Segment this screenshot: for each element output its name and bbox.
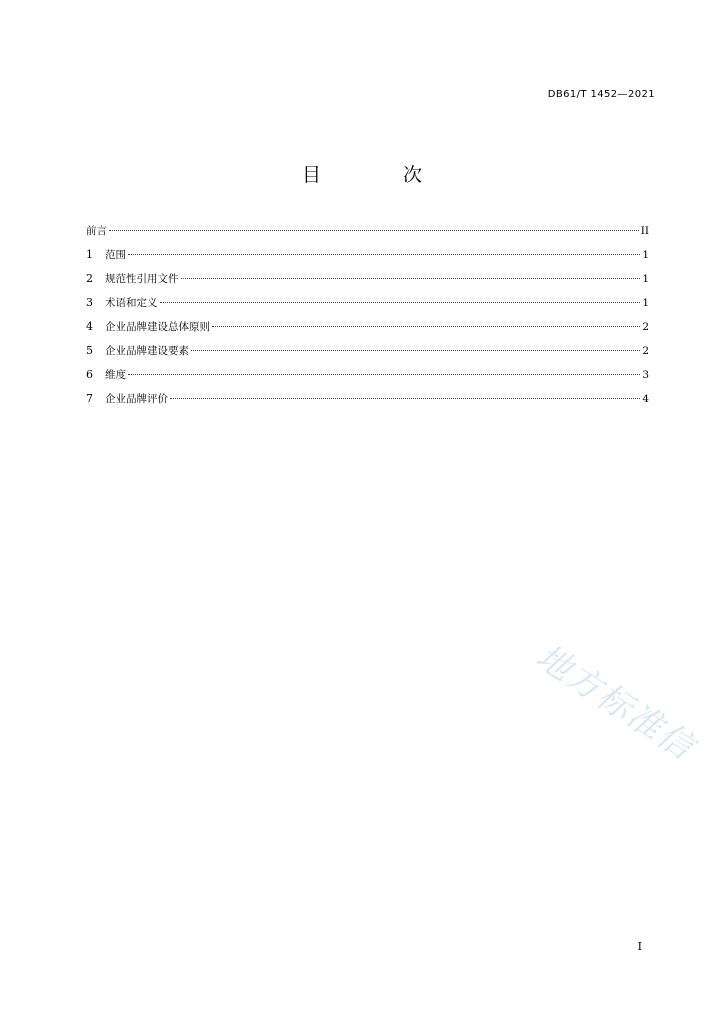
- toc-entry-page: 1: [642, 273, 649, 285]
- toc-entry-4[interactable]: [86, 315, 649, 339]
- toc-entry-label: 前言: [86, 225, 107, 237]
- toc-entry-5[interactable]: [86, 339, 649, 363]
- toc-entry-label: 维度: [105, 369, 126, 381]
- toc-entry-page: II: [640, 225, 649, 237]
- standard-code: DB61/T 1452—2021: [547, 89, 655, 100]
- toc-entry-3[interactable]: [86, 291, 649, 315]
- toc-dot-leader: [109, 230, 639, 231]
- toc-dot-leader: [128, 254, 640, 255]
- page-number: I: [637, 940, 642, 953]
- toc-entry-label: 企业品牌建设要素: [105, 345, 189, 357]
- toc-entry-2[interactable]: [86, 267, 649, 291]
- toc-entry-1[interactable]: [86, 243, 649, 267]
- toc-entry-page: 1: [642, 297, 649, 309]
- toc-dot-leader: [191, 350, 640, 351]
- toc-dot-leader: [160, 302, 641, 303]
- toc-dot-leader: [181, 278, 641, 279]
- toc-entry-6[interactable]: [86, 363, 649, 387]
- toc-entry-number: 5: [86, 344, 93, 357]
- toc-entry-number: 3: [86, 296, 93, 309]
- toc-entry-label: 企业品牌建设总体原则: [105, 321, 210, 333]
- toc-entry-page: 2: [642, 345, 649, 357]
- toc-entry-page: 1: [642, 249, 649, 261]
- toc-entry-page: 3: [642, 369, 649, 381]
- toc-entry-number: 6: [86, 368, 93, 381]
- toc-entry-page: 4: [642, 393, 649, 405]
- toc-entry-number: 7: [86, 392, 93, 405]
- toc-entry-label: 企业品牌评价: [105, 393, 168, 405]
- toc-dot-leader: [212, 326, 640, 327]
- toc-entry-label: 术语和定义: [105, 297, 158, 309]
- toc-entry-label: 范围: [105, 249, 126, 261]
- toc-entry-number: 1: [86, 248, 93, 261]
- toc-entry-foreword[interactable]: [86, 219, 649, 243]
- toc-entry-number: 2: [86, 272, 93, 285]
- toc-entry-label: 规范性引用文件: [105, 273, 179, 285]
- toc-entry-7[interactable]: [86, 387, 649, 411]
- toc-dot-leader: [170, 398, 640, 399]
- table-of-contents: [86, 219, 649, 411]
- watermark: 地方标准信: [528, 636, 702, 769]
- toc-title: 目 次: [301, 164, 461, 186]
- toc-dot-leader: [128, 374, 640, 375]
- toc-entry-number: 4: [86, 320, 93, 333]
- toc-entry-page: 2: [642, 321, 649, 333]
